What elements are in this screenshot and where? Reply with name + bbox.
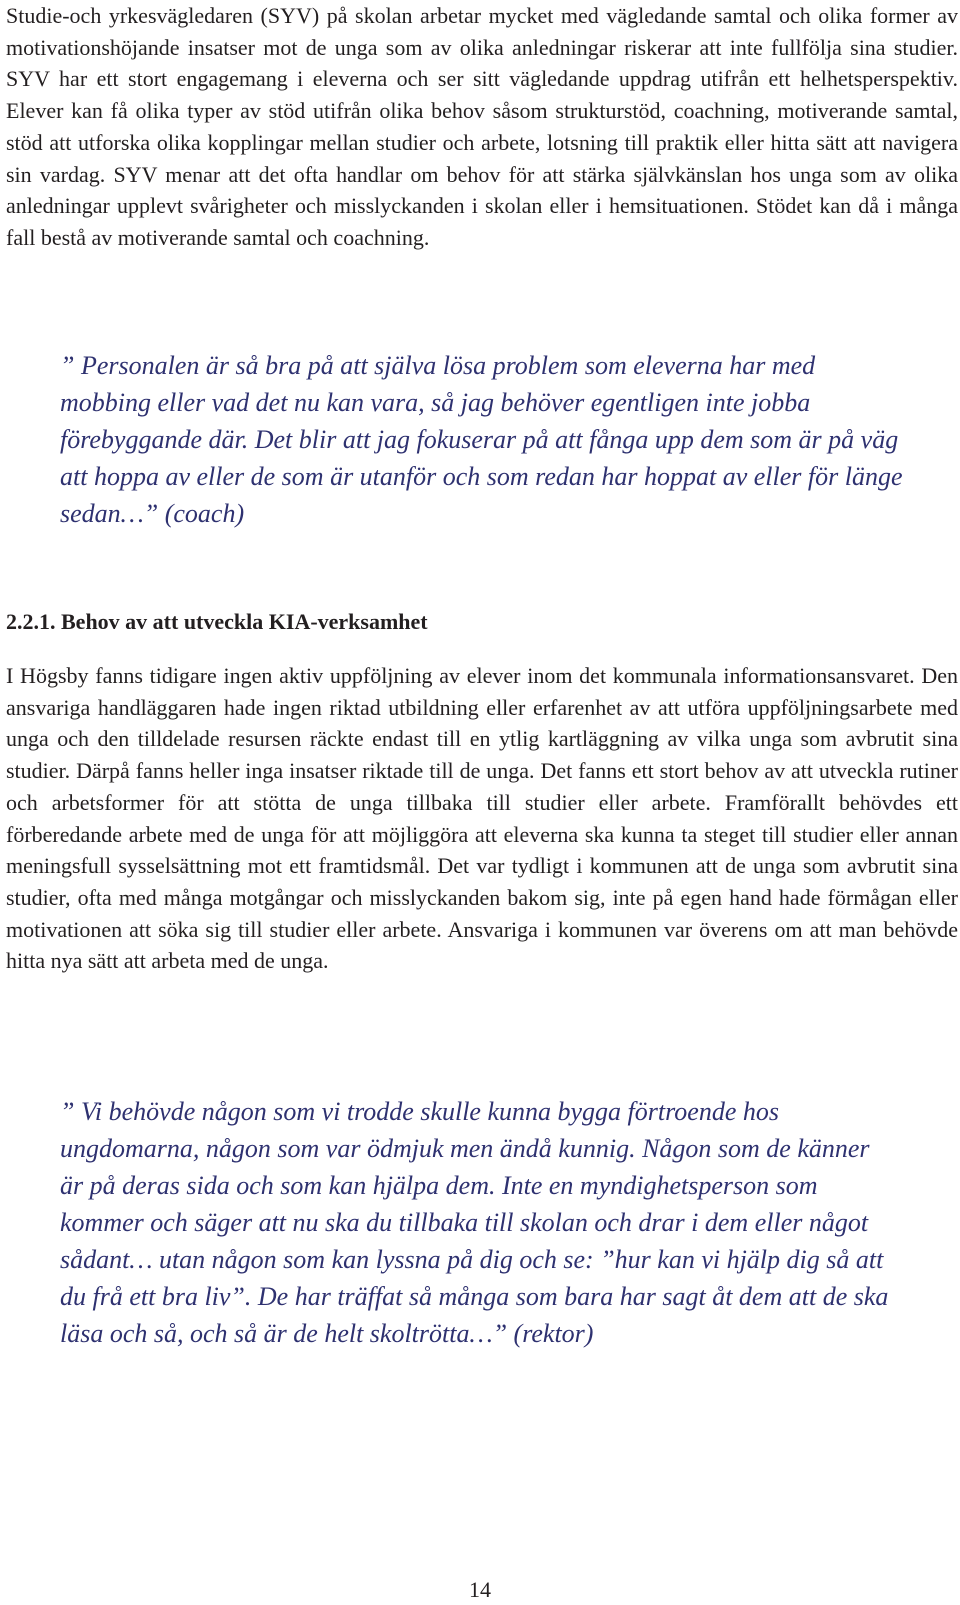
quote-rektor: ” Vi behövde någon som vi trodde skulle kunna bygga förtroende hos ungdomarna, någon som var ödmjuk men ändå kunnig. Någon som de känner är på deras sida och som kan hjälpa dem. Inte en myndighetsperson som kommer och säger att nu ska du tillbaka till skolan och drar i dem eller något sådant… utan någon som kan lyssna på dig och se: ”hur kan vi hjälp dig så att du frå ett bra liv”. De har träffat så många som bara har sagt åt dem att de ska läsa och så, och så är de helt skoltrötta…” (rektor) (60, 1097, 889, 1348)
body-paragraph-hogsby: I Högsby fanns tidigare ingen aktiv uppföljning av elever inom det kommunala informationsansvaret. Den ansvariga handläggaren hade ingen riktad utbildning eller erfarenhet av att utföra uppföljningsarbete med unga och den tilldelade resursen räckte endast till en ytlig kartläggning av vilka unga som avbrutit sina studier. Därpå fanns heller inga insatser riktade till de unga. Det fanns ett stort behov av att utveckla rutiner och arbetsformer för att stötta de unga tillbaka till studier eller arbete. Framförallt behövdes ett förberedande arbete med de unga för att möjliggöra att eleverna ska kunna ta steget till studier eller annan meningsfull sysselsättning mot ett framtidsmål. Det var tydligt i kommunen att de unga som avbrutit sina studier, ofta med många motgångar och misslyckanden bakom sig, inte på egen hand hade förmågan eller motivationen att söka sig till studier eller arbete. Ansvariga i kommunen var överens om att man behövde hitta nya sätt att arbeta med de unga. (6, 663, 958, 974)
section-heading: 2.2.1. Behov av att utveckla KIA-verksamhet (6, 609, 428, 634)
page-number: 14 (469, 1577, 491, 1602)
body-paragraph-syv: Studie-och yrkesvägledaren (SYV) på skolan arbetar mycket med vägledande samtal och olika former av motivationshöjande insatser mot de unga som av olika anledningar riskerar att inte fullfölja sina studier. SYV har ett stort engagemang i eleverna och ser sitt vägledande uppdrag utifrån ett helhetsperspektiv. Elever kan få olika typer av stöd utifrån olika behov såsom strukturstöd, coachning, motiverande samtal, stöd att utforska olika kopplingar mellan studier och arbete, lotsning till praktik eller hitta sätt att navigera sin vardag. SYV menar att det ofta handlar om behov för att stärka självkänslan hos unga som av olika anledningar upplevt svårigheter och misslyckanden i skolan eller i hemsituationen. Stödet kan då i många fall bestå av motiverande samtal och coachning. (6, 3, 958, 250)
quote-coach: ” Personalen är så bra på att själva lösa problem som eleverna har med mobbing eller vad det nu kan vara, så jag behöver egentligen inte jobba förebyggande där. Det blir att jag fokuserar på att fånga upp dem som är på väg att hoppa av eller de som är utanför och som redan har hoppat av eller för länge sedan…” (coach) (60, 351, 903, 528)
